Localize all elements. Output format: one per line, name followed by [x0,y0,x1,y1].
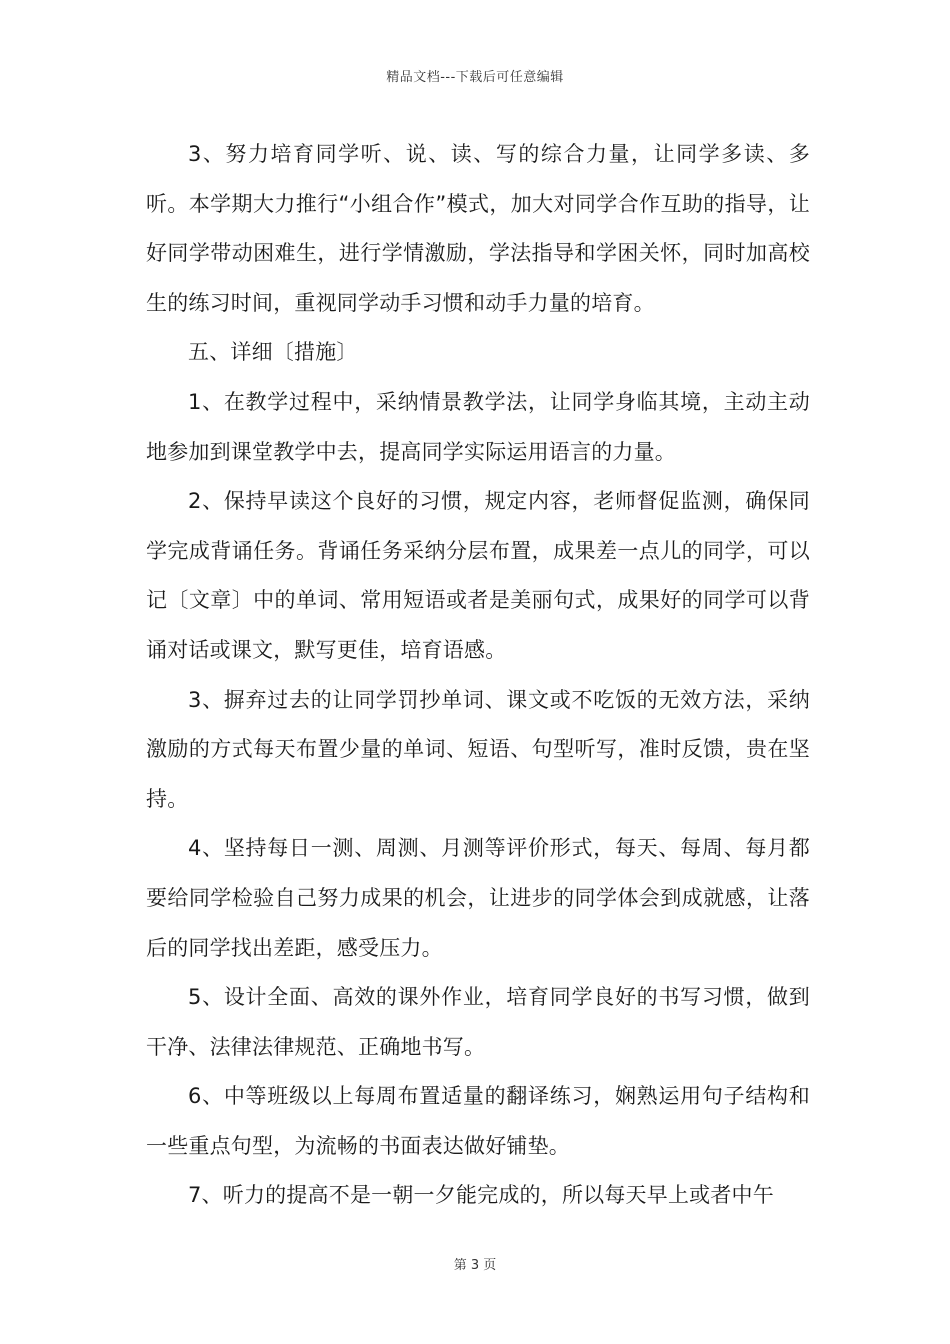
page-header: 精品文档---下载后可任意编辑 [386,70,564,85]
paragraph-item-3-skills: 3、努力培育同学听、说、读、写的综合力量，让同学多读、多听。本学期大力推行“小组合作”模式，加大对同学合作互助的指导，让好同学带动困难生，进行学情激励，学法指导和学困关怀，同时加高校生的练习时间，重视同学动手习惯和动手力量的培育。 [146,142,810,315]
paragraph-measure-5: 5、设计全面、高效的课外作业，培育同学良好的书写习惯，做到干净、法律法律规范、正确地书写。 [146,985,810,1059]
section-heading-measures: 五、详细〔措施〕 [188,340,358,365]
document-body [146,130,810,1221]
paragraph-measure-7: 7、听力的提高不是一朝一夕能完成的，所以每天早上或者中午 [188,1183,774,1208]
paragraph-measure-1: 1、在教学过程中，采纳情景教学法，让同学身临其境，主动主动地参加到课堂教学中去，提高同学实际运用语言的力量。 [146,389,810,464]
paragraph-measure-6: 6、中等班级以上每周布置适量的翻译练习，娴熟运用句子结构和一些重点句型，为流畅的书面表达做好铺垫。 [146,1084,810,1158]
paragraph-measure-3: 3、摒弃过去的让同学罚抄单词、课文或不吃饭的无效方法，采纳激励的方式每天布置少量的单词、短语、句型听写，准时反馈，贵在坚持。 [146,687,810,811]
paragraph-measure-4: 4、坚持每日一测、周测、月测等评价形式，每天、每周、每月都要给同学检验自己努力成果的机会，让进步的同学体会到成就感，让落后的同学找出差距，感受压力。 [146,836,810,960]
paragraph-measure-2: 2、保持早读这个良好的习惯，规定内容，老师督促监测，确保同学完成背诵任务。背诵任务采纳分层布置，成果差一点儿的同学，可以记〔文章〕中的单词、常用短语或者是美丽句式，成果好的同学可以背诵对话或课文，默写更佳，培育语感。 [146,489,810,662]
page-footer: 第 3 页 [453,1258,497,1273]
